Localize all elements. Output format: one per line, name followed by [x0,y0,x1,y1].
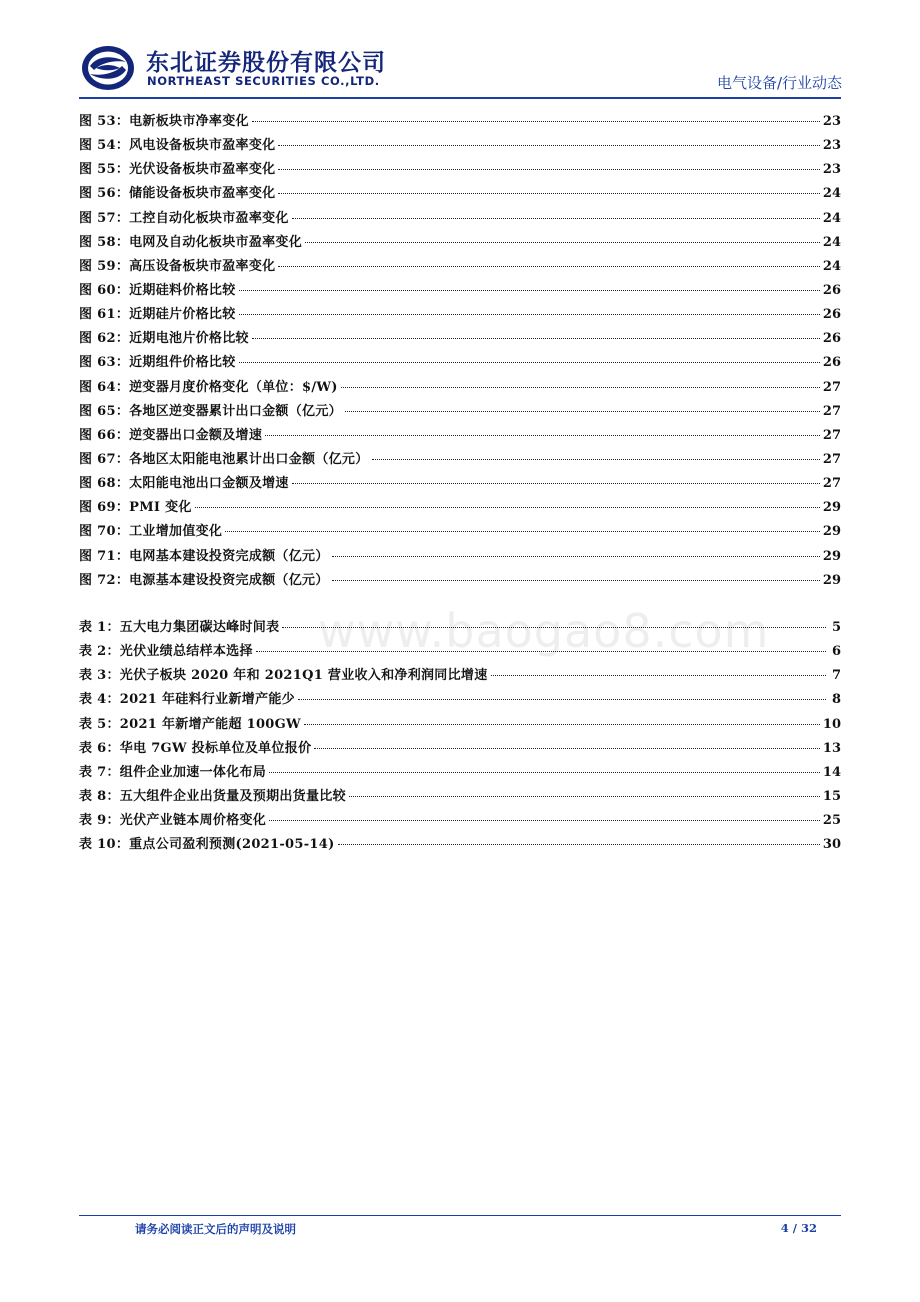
leader-dots [341,387,820,388]
toc-entry-table[interactable] [79,737,841,761]
leader-dots [282,627,826,628]
company-name-en: NORTHEAST SECURITIES CO.,LTD. [147,74,380,88]
toc-entry-figure[interactable] [79,279,841,303]
leader-dots [225,531,820,532]
leader-dots [256,651,826,652]
toc-entry-figure[interactable] [79,134,841,158]
toc-entry-figure[interactable] [79,496,841,520]
company-logo-icon [80,44,136,92]
toc-entry-figure[interactable] [79,303,841,327]
toc-entry-figure[interactable] [79,351,841,375]
entry-label: 图 57：工控自动化板块市盈率变化 [79,210,289,226]
toc-entry-figure[interactable] [79,400,841,424]
entry-label: 图 59：高压设备板块市盈率变化 [79,258,276,274]
entry-label: 图 71：电网基本建设投资完成额（亿元） [79,548,329,564]
leader-dots [491,675,826,676]
toc-entry-figure[interactable] [79,545,841,569]
figure-list [79,110,841,593]
leader-dots [239,362,820,363]
entry-label: 图 64：逆变器月度价格变化（单位：$/W) [79,379,338,395]
entry-page: 26 [822,331,841,347]
toc-entry-table[interactable] [79,664,841,688]
table-list [79,616,841,857]
entry-page: 25 [822,813,841,829]
entry-label: 图 60：近期硅料价格比较 [79,282,236,298]
toc-entry-figure[interactable] [79,327,841,351]
entry-label: 图 70：工业增加值变化 [79,524,223,540]
leader-dots [345,411,820,412]
entry-label: 图 72：电源基本建设投资完成额（亿元） [79,572,329,588]
entry-label: 表 10：重点公司盈利预测(2021-05-14) [79,837,335,853]
entry-page: 29 [822,572,841,588]
entry-page: 5 [831,620,841,635]
entry-page: 29 [822,500,841,516]
entry-page: 13 [822,740,841,756]
entry-label: 表 9：光伏产业链本周价格变化 [79,813,267,829]
footer-divider [79,1215,841,1216]
entry-label: 图 61：近期硅片价格比较 [79,307,236,323]
entry-page: 24 [822,210,841,226]
toc-entry-figure[interactable] [79,520,841,544]
entry-page: 24 [822,258,841,274]
leader-dots [252,338,820,339]
entry-page: 27 [822,379,841,395]
entry-label: 图 69：PMI 变化 [79,500,192,516]
toc-entry-table[interactable] [79,785,841,809]
toc-entry-figure[interactable] [79,182,841,206]
entry-label: 图 55：光伏设备板块市盈率变化 [79,162,276,178]
leader-dots [278,266,819,267]
leader-dots [349,796,820,797]
entry-page: 27 [822,451,841,467]
entry-label: 表 4：2021 年硅料行业新增产能少 [79,692,295,708]
entry-label: 图 68：太阳能电池出口金额及增速 [79,476,289,492]
entry-page: 26 [822,282,841,298]
entry-page: 23 [822,138,841,154]
entry-label: 表 6：华电 7GW 投标单位及单位报价 [79,740,312,756]
entry-page: 27 [822,427,841,443]
toc-entry-figure[interactable] [79,207,841,231]
leader-dots [292,483,820,484]
toc-entry-table[interactable] [79,809,841,833]
leader-dots [304,724,820,725]
entry-page: 26 [822,307,841,323]
leader-dots [314,748,820,749]
entry-label: 图 58：电网及自动化板块市盈率变化 [79,234,303,250]
entry-label: 图 63：近期组件价格比较 [79,355,236,371]
entry-page: 8 [831,692,841,708]
leader-dots [252,121,820,122]
entry-page: 24 [822,186,841,202]
toc-entry-figure[interactable] [79,448,841,472]
toc-entry-figure[interactable] [79,110,841,134]
report-section-label: 电气设备/行业动态 [716,74,842,92]
leader-dots [372,459,820,460]
entry-page: 30 [822,837,841,853]
leader-dots [269,820,820,821]
entry-page: 26 [822,355,841,371]
entry-label: 表 1：五大电力集团碳达峰时间表 [79,620,280,635]
leader-dots [265,435,820,436]
toc-entry-table[interactable] [79,640,841,664]
leader-dots [338,844,820,845]
entry-label: 图 65：各地区逆变器累计出口金额（亿元） [79,403,342,419]
toc-entry-table[interactable] [79,761,841,785]
leader-dots [298,699,826,700]
toc-entry-figure[interactable] [79,255,841,279]
entry-label: 图 53：电新板块市净率变化 [79,114,249,129]
entry-label: 表 3：光伏子板块 2020 年和 2021Q1 营业收入和净利润同比增速 [79,668,488,684]
leader-dots [292,218,820,219]
toc-entry-figure[interactable] [79,472,841,496]
leader-dots [278,169,819,170]
entry-page: 15 [822,788,841,804]
leader-dots [269,772,820,773]
entry-label: 表 5：2021 年新增产能超 100GW [79,716,301,732]
entry-label: 图 56：储能设备板块市盈率变化 [79,186,276,202]
toc-entry-figure[interactable] [79,569,841,593]
leader-dots [332,580,820,581]
leader-dots [195,507,820,508]
entry-page: 7 [831,668,841,684]
entry-page: 23 [822,162,841,178]
toc-entry-table[interactable] [79,616,841,640]
leader-dots [332,556,820,557]
entry-page: 29 [822,524,841,540]
entry-page: 29 [822,548,841,564]
entry-label: 图 62：近期电池片价格比较 [79,331,249,347]
leader-dots [239,290,820,291]
footer-disclaimer: 请务必阅读正文后的声明及说明 [135,1222,296,1236]
watermark: www.baogao8.com [318,604,770,658]
company-name-cn: 东北证券股份有限公司 [146,50,386,76]
entry-label: 表 7：组件企业加速一体化布局 [79,764,267,780]
header-divider [79,97,841,99]
entry-page: 27 [822,476,841,492]
leader-dots [278,193,819,194]
toc-entry-figure[interactable] [79,231,841,255]
entry-page: 14 [822,764,841,780]
toc-entry-figure[interactable] [79,376,841,400]
entry-page: 24 [822,234,841,250]
page-header [0,0,920,100]
entry-page: 6 [831,644,841,660]
entry-label: 表 2：光伏业绩总结样本选择 [79,644,253,660]
entry-page: 10 [822,716,841,732]
leader-dots [278,145,819,146]
toc-entry-table[interactable] [79,833,841,857]
page-number: 4 / 32 [780,1221,817,1235]
toc-entry-figure[interactable] [79,158,841,182]
entry-label: 图 54：风电设备板块市盈率变化 [79,138,276,154]
leader-dots [239,314,820,315]
entry-label: 表 8：五大组件企业出货量及预期出货量比较 [79,788,346,804]
toc-entry-figure[interactable] [79,424,841,448]
entry-label: 图 66：逆变器出口金额及增速 [79,427,263,443]
toc-entry-table[interactable] [79,688,841,712]
toc-entry-table[interactable] [79,713,841,737]
entry-label: 图 67：各地区太阳能电池累计出口金额（亿元） [79,451,369,467]
leader-dots [305,242,820,243]
entry-page: 23 [822,114,841,129]
entry-page: 27 [822,403,841,419]
